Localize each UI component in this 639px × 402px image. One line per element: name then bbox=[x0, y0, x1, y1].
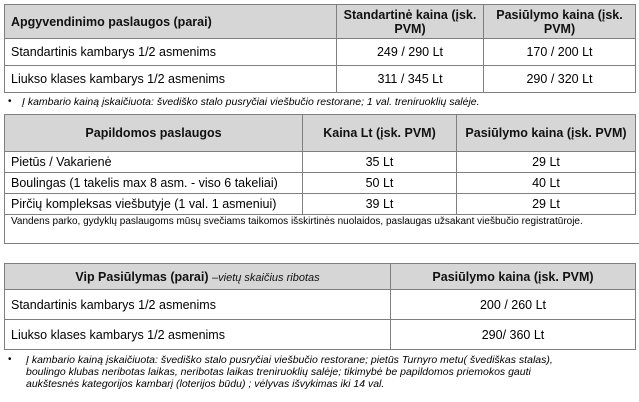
table-row bbox=[5, 66, 636, 93]
vip-offer-price: 290/ 360 Lt bbox=[391, 320, 636, 350]
table-row bbox=[5, 290, 636, 320]
room-name: Standartinis kambarys 1/2 asmenims bbox=[5, 39, 337, 66]
extra-services-table bbox=[4, 114, 636, 215]
table-row bbox=[5, 39, 636, 66]
service-name: Pirčių kompleksas viešbutyje (1 val. 1 asmeniui) bbox=[5, 194, 303, 215]
offer-price-header: Pasiūlymo kaina (įsk. PVM) bbox=[457, 115, 636, 152]
room-name: Standartinis kambarys 1/2 asmenims bbox=[5, 290, 391, 320]
service-offer-price: 29 Lt bbox=[457, 194, 636, 215]
bullet-icon: • bbox=[8, 354, 12, 365]
extra-services-note: Vandens parko, gydyklų paslaugoms mūsų svečiams taikomos išskirtinės nuolaidos, paslaugas užsakant viešbučio registratūroje. bbox=[4, 215, 639, 244]
table-row bbox=[5, 152, 636, 173]
accommodation-header: Apgyvendinimo paslaugos (parai) bbox=[5, 5, 337, 39]
standard-price-header: Standartinė kaina (įsk. PVM) bbox=[337, 5, 484, 39]
service-price: 35 Lt bbox=[303, 152, 457, 173]
table-row bbox=[5, 320, 636, 350]
vip-subtitle: –vietų skaičius ribotas bbox=[212, 271, 320, 284]
offer-price: 290 / 320 Lt bbox=[484, 66, 636, 93]
bullet-icon: • bbox=[8, 96, 12, 107]
service-price: 39 Lt bbox=[303, 194, 457, 215]
offer-price-header: Pasiūlymo kaina (įsk. PVM) bbox=[484, 5, 636, 39]
vip-title: Vip Pasiūlymas (parai) bbox=[75, 269, 209, 284]
vip-offer-table bbox=[4, 263, 636, 350]
service-name: Boulingas (1 takelis max 8 asm. - viso 6 takeliai) bbox=[5, 173, 303, 194]
vip-offer-header bbox=[5, 264, 391, 290]
accommodation-table bbox=[4, 4, 636, 93]
note-text: Į kambario kainą įskaičiuota: švediško stalo pusryčiai viešbučio restorane; 1 val. treniruoklių salėje. bbox=[22, 96, 480, 108]
room-name: Liukso klases kambarys 1/2 asmenims bbox=[5, 320, 391, 350]
note-text: Į kambario kainą įskaičiuota: švediško stalo pusryčiai viešbučio restorane; pietūs Turnyro metu( švediškas stalas), boulingo klubas neribotas laikas, neribotas laikas treniruoklių salėje; tikimybė be papildomos priemokos gauti aukštesnės kategorijos kambarį (loterijos būdu) ; vėlyvas išvykimas iki 14 val. bbox=[26, 354, 553, 390]
service-offer-price: 40 Lt bbox=[457, 173, 636, 194]
extra-services-header: Papildomos paslaugos bbox=[5, 115, 303, 152]
table-row bbox=[5, 194, 636, 215]
offer-price: 170 / 200 Lt bbox=[484, 39, 636, 66]
service-offer-price: 29 Lt bbox=[457, 152, 636, 173]
service-price: 50 Lt bbox=[303, 173, 457, 194]
vip-price-header: Pasiūlymo kaina (įsk. PVM) bbox=[391, 264, 636, 290]
standard-price: 249 / 290 Lt bbox=[337, 39, 484, 66]
price-header: Kaina Lt (įsk. PVM) bbox=[303, 115, 457, 152]
standard-price: 311 / 345 Lt bbox=[337, 66, 484, 93]
vip-offer-price: 200 / 260 Lt bbox=[391, 290, 636, 320]
table-row bbox=[5, 173, 636, 194]
accommodation-note bbox=[4, 96, 635, 108]
service-name: Pietūs / Vakarienė bbox=[5, 152, 303, 173]
vip-offer-note bbox=[4, 354, 635, 390]
room-name: Liukso klases kambarys 1/2 asmenims bbox=[5, 66, 337, 93]
